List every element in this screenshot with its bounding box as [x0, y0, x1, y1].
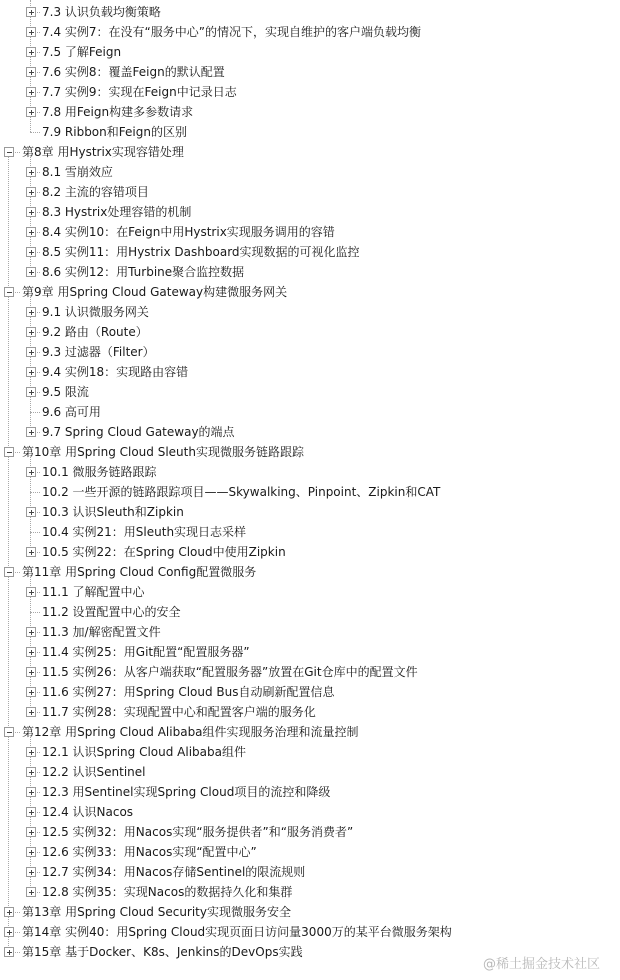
tree-section-item[interactable] [0, 382, 620, 402]
expand-icon[interactable] [26, 847, 36, 857]
expand-icon[interactable] [26, 507, 36, 517]
expand-icon[interactable] [26, 827, 36, 837]
expand-icon[interactable] [26, 627, 36, 637]
collapse-icon[interactable] [4, 147, 14, 157]
tree-section-item[interactable] [0, 462, 620, 482]
tree-item-label: 12.3 用Sentinel实现Spring Cloud项目的流控和降级 [42, 785, 331, 799]
expand-icon[interactable] [4, 947, 14, 957]
expand-icon[interactable] [26, 427, 36, 437]
collapse-icon[interactable] [4, 447, 14, 457]
tree-item-label: 第8章 用Hystrix实现容错处理 [22, 145, 184, 159]
tree-item-label: 9.1 认识微服务网关 [42, 305, 149, 319]
tree-item-label: 12.1 认识Spring Cloud Alibaba组件 [42, 745, 246, 759]
tree-item-label: 11.6 实例27：用Spring Cloud Bus自动刷新配置信息 [42, 685, 335, 699]
tree-section-item[interactable] [0, 82, 620, 102]
expand-icon[interactable] [26, 747, 36, 757]
tree-item-label: 第13章 用Spring Cloud Security实现微服务安全 [22, 905, 291, 919]
expand-icon[interactable] [26, 307, 36, 317]
tree-item-label: 12.5 实例32：用Nacos实现“服务提供者”和“服务消费者” [42, 825, 354, 839]
tree-item-label: 7.5 了解Feign [42, 45, 122, 59]
expand-icon[interactable] [26, 707, 36, 717]
tree-item-label: 9.5 限流 [42, 385, 89, 399]
tree-item-label: 9.3 过滤器（Filter） [42, 345, 155, 359]
expand-icon[interactable] [26, 467, 36, 477]
tree-item-label: 9.7 Spring Cloud Gateway的端点 [42, 425, 235, 439]
tree-chapter-item[interactable] [0, 442, 620, 462]
expand-icon[interactable] [26, 47, 36, 57]
tree-section-item[interactable] [0, 822, 620, 842]
expand-icon[interactable] [26, 27, 36, 37]
expand-icon[interactable] [26, 267, 36, 277]
tree-item-label: 第11章 用Spring Cloud Config配置微服务 [22, 565, 257, 579]
tree-item-label: 7.6 实例8：覆盖Feign的默认配置 [42, 65, 225, 79]
tree-section-item[interactable] [0, 842, 620, 862]
tree-item-label: 11.7 实例28：实现配置中心和配置客户端的服务化 [42, 705, 316, 719]
tree-section-item[interactable] [0, 402, 620, 422]
expand-icon[interactable] [26, 787, 36, 797]
expand-icon[interactable] [26, 367, 36, 377]
tree-item-label: 12.6 实例33：用Nacos实现“配置中心” [42, 845, 257, 859]
tree-item-label: 7.3 认识负载均衡策略 [42, 5, 161, 19]
tree-section-item[interactable] [0, 202, 620, 222]
tree-section-item[interactable] [0, 162, 620, 182]
tree-item-label: 8.6 实例12：用Turbine聚合监控数据 [42, 265, 245, 279]
tree-section-item[interactable] [0, 342, 620, 362]
tree-item-label: 12.4 认识Nacos [42, 805, 134, 819]
tree-section-item[interactable] [0, 702, 620, 722]
tree-section-item[interactable] [0, 602, 620, 622]
tree-item-label: 第9章 用Spring Cloud Gateway构建微服务网关 [22, 285, 288, 299]
tree-item-label: 9.6 高可用 [42, 405, 101, 419]
tree-section-item[interactable] [0, 322, 620, 342]
tree-connector-line [30, 412, 40, 413]
tree-chapter-item[interactable] [0, 142, 620, 162]
expand-icon[interactable] [26, 647, 36, 657]
expand-icon[interactable] [26, 107, 36, 117]
expand-icon[interactable] [26, 587, 36, 597]
tree-item-label: 10.1 微服务链路跟踪 [42, 465, 157, 479]
tree-item-label: 7.7 实例9：实现在Feign中记录日志 [42, 85, 237, 99]
tree-item-label: 8.2 主流的容错项目 [42, 185, 149, 199]
tree-section-item[interactable] [0, 522, 620, 542]
expand-icon[interactable] [26, 167, 36, 177]
tree-connector-line [30, 132, 40, 133]
tree-item-label: 12.7 实例34：用Nacos存储Sentinel的限流规则 [42, 865, 306, 879]
expand-icon[interactable] [26, 187, 36, 197]
tree-section-item[interactable] [0, 582, 620, 602]
expand-icon[interactable] [26, 87, 36, 97]
tree-item-label: 10.4 实例21：用Sleuth实现日志采样 [42, 525, 247, 539]
tree-section-item[interactable] [0, 102, 620, 122]
tree-section-item[interactable] [0, 802, 620, 822]
collapse-icon[interactable] [4, 567, 14, 577]
tree-section-item[interactable] [0, 862, 620, 882]
tree-section-item[interactable] [0, 182, 620, 202]
expand-icon[interactable] [26, 867, 36, 877]
tree-item-label: 8.1 雪崩效应 [42, 165, 113, 179]
tree-item-label: 9.4 实例18：实现路由容错 [42, 365, 189, 379]
tree-chapter-item[interactable] [0, 282, 620, 302]
tree-section-item[interactable] [0, 622, 620, 642]
tree-chapter-item[interactable] [0, 922, 620, 942]
tree-item-label: 12.2 认识Sentinel [42, 765, 146, 779]
tree-item-label: 第14章 实例40：用Spring Cloud实现页面日访问量3000万的某平台微服务架构 [22, 925, 452, 939]
tree-item-label: 8.3 Hystrix处理容错的机制 [42, 205, 192, 219]
tree-chapter-item[interactable] [0, 722, 620, 742]
tree-section-item[interactable] [0, 242, 620, 262]
tree-section-item[interactable] [0, 782, 620, 802]
tree-connector-line [30, 492, 40, 493]
tree-section-item[interactable] [0, 62, 620, 82]
expand-icon[interactable] [26, 327, 36, 337]
collapse-icon[interactable] [4, 727, 14, 737]
tree-item-label: 11.1 了解配置中心 [42, 585, 145, 599]
tree-item-label: 7.8 用Feign构建多参数请求 [42, 105, 194, 119]
tree-item-label: 第12章 用Spring Cloud Alibaba组件实现服务治理和流量控制 [22, 725, 359, 739]
expand-icon[interactable] [26, 547, 36, 557]
tree-connector-line [30, 532, 40, 533]
tree-section-item[interactable] [0, 662, 620, 682]
tree-item-label: 10.2 一些开源的链路跟踪项目——Skywalking、Pinpoint、Zipkin和CAT [42, 485, 441, 499]
tree-section-item[interactable] [0, 122, 620, 142]
tree-chapter-item[interactable] [0, 902, 620, 922]
tree-section-item[interactable] [0, 2, 620, 22]
tree-item-label: 7.9 Ribbon和Feign的区别 [42, 125, 187, 139]
tree-item-label: 第10章 用Spring Cloud Sleuth实现微服务链路跟踪 [22, 445, 304, 459]
tree-section-item[interactable] [0, 222, 620, 242]
expand-icon[interactable] [26, 887, 36, 897]
tree-chapter-item[interactable] [0, 562, 620, 582]
expand-icon[interactable] [26, 387, 36, 397]
tree-item-label: 11.3 加/解密配置文件 [42, 625, 161, 639]
expand-icon[interactable] [4, 907, 14, 917]
tree-section-item[interactable] [0, 362, 620, 382]
tree-section-item[interactable] [0, 762, 620, 782]
tree-section-item[interactable] [0, 262, 620, 282]
tree-section-item[interactable] [0, 682, 620, 702]
expand-icon[interactable] [26, 207, 36, 217]
collapse-icon[interactable] [4, 287, 14, 297]
tree-item-label: 8.5 实例11：用Hystrix Dashboard实现数据的可视化监控 [42, 245, 360, 259]
tree-section-item[interactable] [0, 42, 620, 62]
tree-section-item[interactable] [0, 22, 620, 42]
tree-item-label: 11.4 实例25：用Git配置“配置服务器” [42, 645, 250, 659]
expand-icon[interactable] [4, 927, 14, 937]
expand-icon[interactable] [26, 347, 36, 357]
tree-item-label: 10.5 实例22：在Spring Cloud中使用Zipkin [42, 545, 286, 559]
expand-icon[interactable] [26, 7, 36, 17]
tree-connector-line [30, 612, 40, 613]
tree-item-label: 9.2 路由（Route） [42, 325, 148, 339]
expand-icon[interactable] [26, 247, 36, 257]
expand-icon[interactable] [26, 687, 36, 697]
tree-section-item[interactable] [0, 482, 620, 502]
tree-section-item[interactable] [0, 502, 620, 522]
tree-item-label: 7.4 实例7：在没有“服务中心”的情况下，实现自维护的客户端负载均衡 [42, 25, 421, 39]
tree-section-item[interactable] [0, 642, 620, 662]
tree-section-item[interactable] [0, 302, 620, 322]
tree-item-label: 11.2 设置配置中心的安全 [42, 605, 181, 619]
tree-item-label: 11.5 实例26：从客户端获取“配置服务器”放置在Git仓库中的配置文件 [42, 665, 418, 679]
tree-section-item[interactable] [0, 882, 620, 902]
tree-item-label: 第15章 基于Docker、K8s、Jenkins的DevOps实践 [22, 945, 303, 959]
tree-item-label: 8.4 实例10：在Feign中用Hystrix实现服务调用的容错 [42, 225, 335, 239]
tree-item-label: 12.8 实例35：实现Nacos的数据持久化和集群 [42, 885, 293, 899]
tree-section-item[interactable] [0, 422, 620, 442]
tree-section-item[interactable] [0, 742, 620, 762]
tree-item-label: 10.3 认识Sleuth和Zipkin [42, 505, 184, 519]
expand-icon[interactable] [26, 227, 36, 237]
tree-section-item[interactable] [0, 542, 620, 562]
expand-icon[interactable] [26, 807, 36, 817]
expand-icon[interactable] [26, 767, 36, 777]
expand-icon[interactable] [26, 667, 36, 677]
expand-icon[interactable] [26, 67, 36, 77]
watermark: @稀土掘金技术社区 [482, 957, 600, 972]
